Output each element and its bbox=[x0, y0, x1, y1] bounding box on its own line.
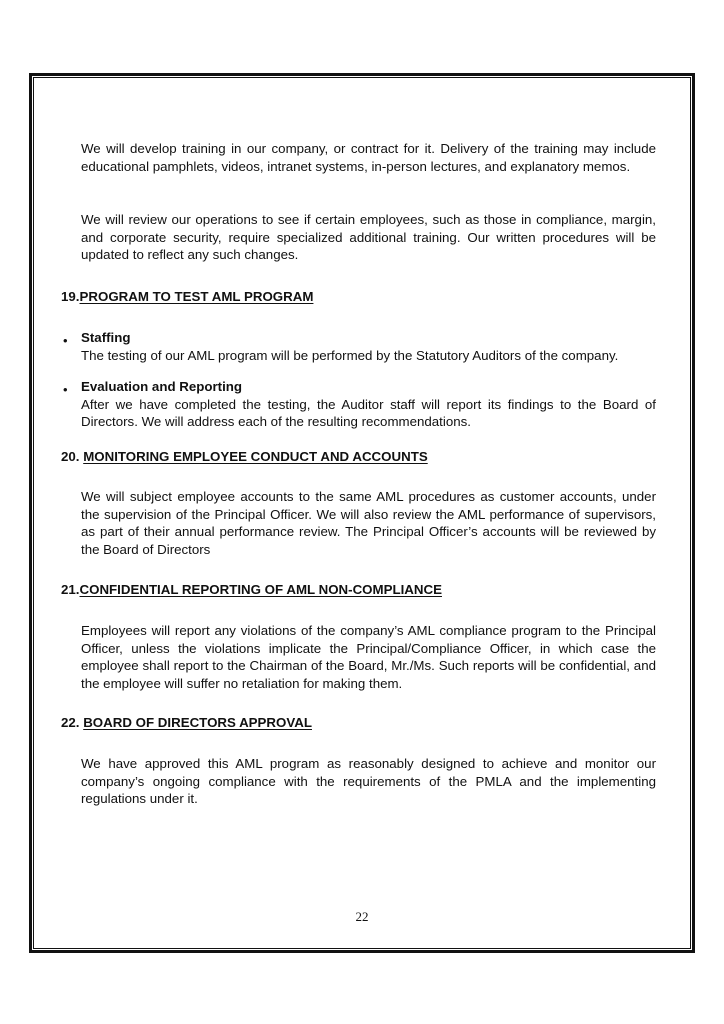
section-title: MONITORING EMPLOYEE CONDUCT AND ACCOUNTS bbox=[83, 449, 428, 464]
bullet-icon: • bbox=[63, 382, 68, 397]
bullet-staffing bbox=[81, 329, 656, 364]
bullet-text: The testing of our AML program will be performed by the Statutory Auditors of the company. bbox=[81, 347, 619, 363]
bullet-evaluation bbox=[81, 378, 656, 431]
bullet-text: After we have completed the testing, the Auditor staff will report its findings to the Board of Directors. We will address each of the resulting recommendations. bbox=[81, 396, 656, 429]
section-number: 20. bbox=[61, 449, 80, 464]
page-number: 22 bbox=[355, 909, 369, 924]
bullet-icon: • bbox=[63, 333, 68, 348]
section-20-text: We will subject employee accounts to the same AML procedures as customer accounts, under the supervision of the Principal Officer. We will also review the AML performance of supervisors, as part of their annual performance review. The Principal Officer’s accounts will be reviewed by the Board of Directors bbox=[81, 489, 656, 557]
section-title: BOARD OF DIRECTORS APPROVAL bbox=[83, 715, 312, 730]
section-21-text: Employees will report any violations of the company’s AML compliance program to the Principal Officer, unless the violations implicate the Principal/Compliance Officer, in which case the employee shall report to the Chairman of the Board, Mr./Ms. Such reports will be confidential, and the employee will suffer no retaliation for making them. bbox=[81, 623, 656, 691]
section-22-heading bbox=[61, 715, 312, 730]
section-title: PROGRAM TO TEST AML PROGRAM bbox=[79, 289, 314, 304]
section-number: 22. bbox=[61, 715, 80, 730]
section-title: CONFIDENTIAL REPORTING OF AML NON-COMPLIANCE bbox=[79, 582, 442, 597]
training-paragraph-2: We will review our operations to see if certain employees, such as those in compliance, margin, and corporate security, require specialized additional training. Our written procedures will be updated to reflect any such changes. bbox=[81, 212, 656, 262]
bullet-title: Staffing bbox=[81, 330, 131, 345]
section-number: 21. bbox=[61, 582, 80, 597]
section-number: 19. bbox=[61, 289, 80, 304]
section-22-text: We have approved this AML program as reasonably designed to achieve and monitor our company’s ongoing compliance with the requirements of the PMLA and the implementing regulations under it. bbox=[81, 756, 656, 806]
section-20-heading bbox=[61, 449, 428, 464]
bullet-title: Evaluation and Reporting bbox=[81, 379, 243, 394]
section-21-heading bbox=[61, 582, 442, 597]
training-paragraph-1: We will develop training in our company, or contract for it. Delivery of the training may include educational pamphlets, videos, intranet systems, in-person lectures, and explanatory memos. bbox=[81, 141, 656, 174]
section-19-heading bbox=[61, 289, 313, 304]
